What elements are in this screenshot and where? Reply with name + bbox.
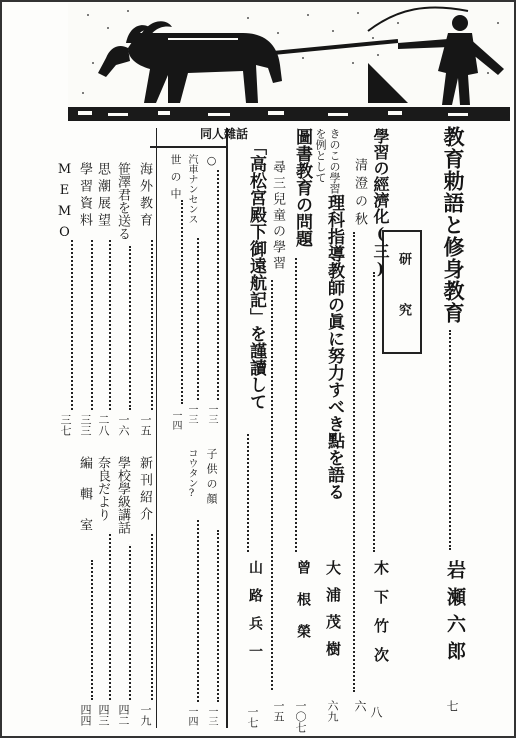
learning-economy-author: 木下竹次	[372, 560, 390, 676]
left-leader-lower	[84, 560, 100, 700]
seicho-title: 清澄の秋	[352, 158, 367, 230]
doujin-page: 一三	[186, 404, 197, 424]
left-leader	[144, 240, 160, 410]
left-page: 二八	[97, 414, 110, 436]
doujin-leader	[174, 200, 190, 404]
jinjo-title: 尋三兒童の學習	[270, 160, 285, 272]
left-leader	[84, 240, 100, 410]
left-page: 三三	[79, 414, 92, 436]
research-label: 研究	[396, 252, 411, 354]
doujin-leader	[210, 170, 226, 400]
doujin-item: ○	[205, 154, 218, 167]
doujin-item-lower: コウタン?	[186, 448, 197, 499]
left-leader	[102, 240, 118, 410]
left-page-lower: 四三	[97, 704, 110, 726]
left-page-lower: 一九	[139, 704, 152, 726]
learning-economy-page: 八	[369, 706, 383, 718]
left-page-lower: 四四	[79, 704, 92, 726]
kinoko-author: 大浦茂樹	[324, 560, 342, 668]
doujin-page: 一四	[170, 410, 181, 430]
left-page-lower: 四二	[117, 704, 130, 726]
jinjo-page: 一五	[272, 700, 285, 722]
left-page: 三七	[59, 414, 72, 436]
left-item-lower: 奈良だより	[95, 456, 110, 521]
header-illustration-ox-plough	[68, 3, 510, 121]
learning-economy-title: 學習の經濟化(三)	[371, 128, 390, 278]
doujin-page-lower: 一四	[186, 706, 197, 726]
learning-economy-leader	[366, 272, 382, 552]
doujin-leader-lower	[190, 520, 206, 702]
doujin-leader-lower	[210, 530, 226, 702]
left-item-lower: 新刊紹介	[137, 456, 152, 524]
main-article-title: 教育勅語と修身教育	[441, 126, 466, 324]
left-item: 海外教育	[137, 162, 152, 230]
takamatsu-leader	[240, 434, 256, 552]
doujin-leader	[190, 238, 206, 400]
left-item-lower: 編輯室	[77, 456, 92, 549]
left-item-memo: MEMO	[57, 162, 72, 246]
library-education-page: 一〇七	[294, 700, 307, 733]
left-leader-lower	[144, 534, 160, 700]
left-item-lower: 學校學級講話	[115, 456, 130, 534]
left-page: 一六	[117, 414, 130, 436]
doujin-item-lower: 子供の顏	[205, 448, 218, 508]
doujin-item: 汽車ナンセンス	[186, 154, 197, 224]
takamatsu-author: 山路兵一	[247, 560, 263, 672]
takamatsu-title: 「高松宮殿下御遠航記」を謹讀して	[246, 138, 266, 410]
kinoko-sub-line1: きのこの學習	[328, 128, 341, 194]
left-leader-lower	[122, 546, 138, 700]
doujin-heading: 同人雜話	[200, 127, 249, 141]
takamatsu-page: 一七	[246, 706, 259, 728]
seicho-leader	[346, 232, 362, 692]
main-article-author: 岩瀬六郎	[444, 560, 466, 668]
left-item: 學習資料	[77, 162, 92, 230]
doujin-page: 一三	[206, 404, 217, 424]
kinoko-sub-line2: を例として	[314, 128, 327, 183]
doujin-heading-underline	[150, 146, 226, 148]
left-item: 思潮展望	[95, 162, 110, 230]
left-leader	[64, 240, 80, 410]
main-article-leader	[442, 330, 458, 555]
doujin-item: 世の中	[169, 154, 182, 205]
kinoko-title: 理科指導教師の眞に努力すべき點を語る	[324, 194, 344, 500]
left-item: 笹澤君を送る	[115, 162, 130, 240]
library-education-leader	[288, 258, 304, 552]
left-page: 一五	[139, 414, 152, 436]
main-article-page: 七	[445, 700, 459, 712]
seicho-page: 六	[353, 700, 367, 712]
left-leader	[122, 246, 138, 410]
library-education-title: 圖書教育の問題	[292, 128, 312, 247]
jinjo-leader	[264, 280, 280, 690]
doujin-page-lower: 一三	[206, 706, 217, 726]
library-education-author: 曾根榮	[295, 560, 311, 656]
section-divider	[226, 128, 228, 728]
kinoko-page: 六九	[326, 700, 339, 722]
left-leader-lower	[102, 534, 118, 700]
